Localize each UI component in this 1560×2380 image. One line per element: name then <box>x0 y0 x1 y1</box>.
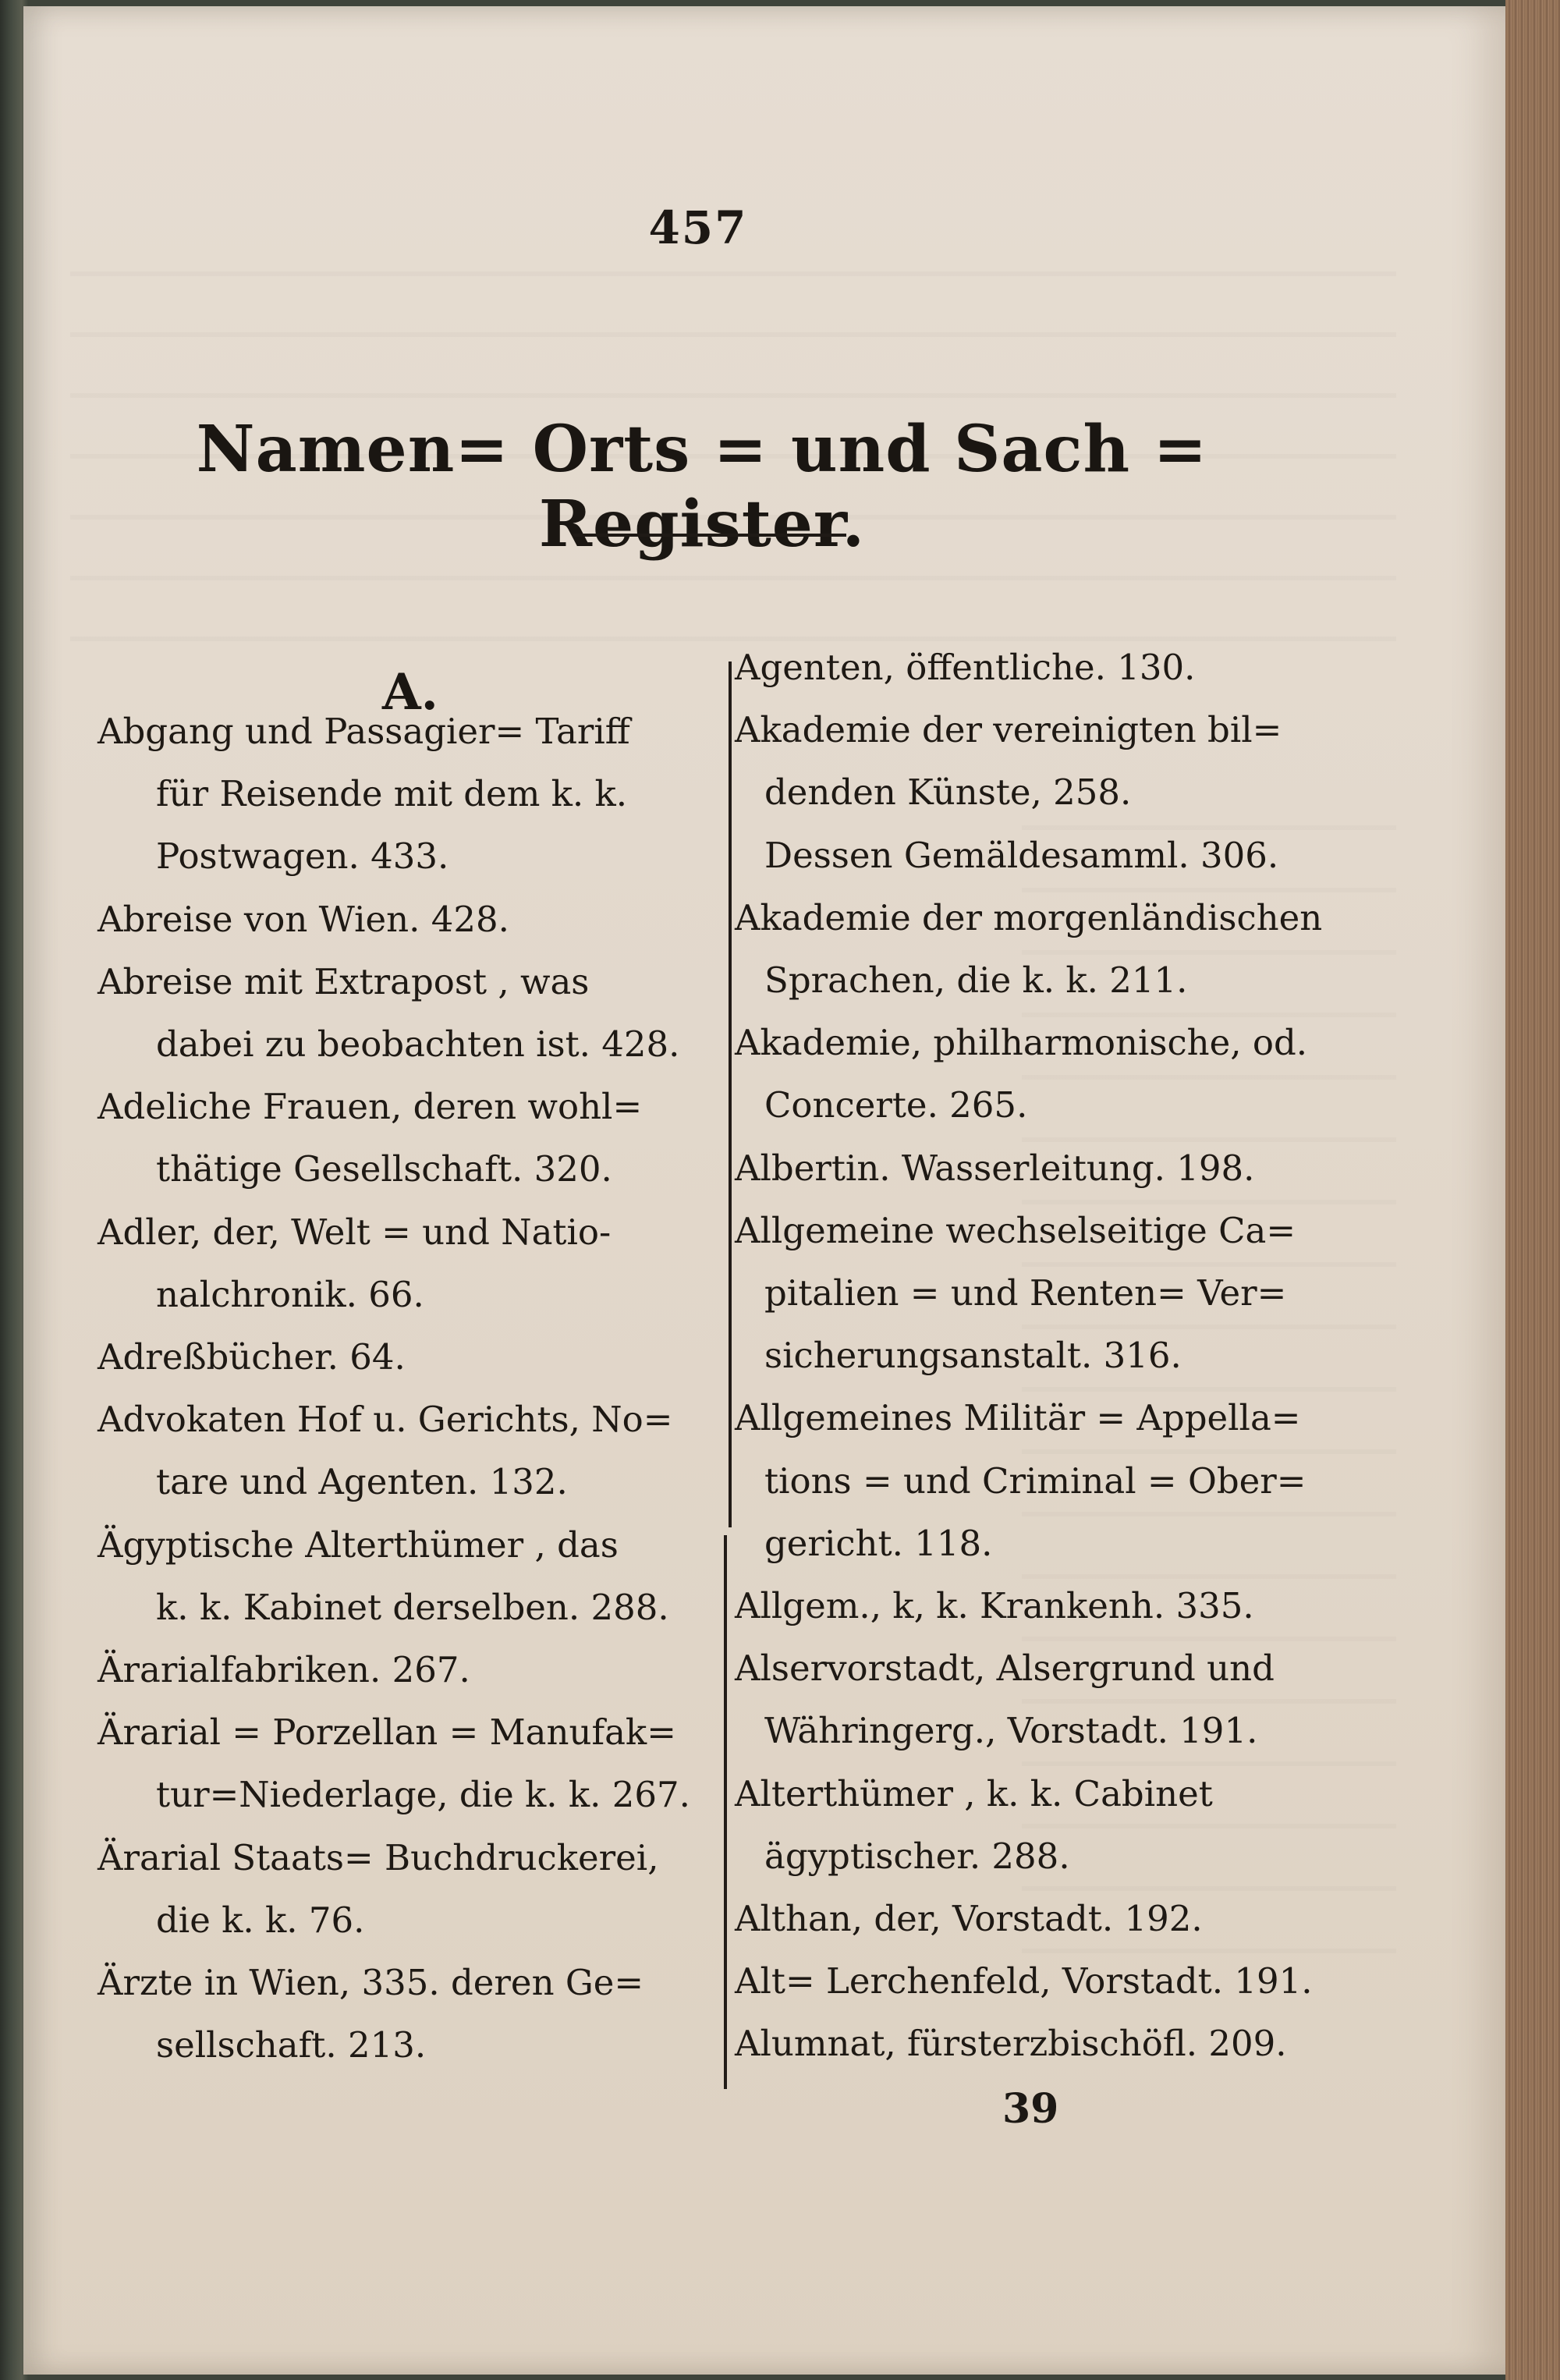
index-entry: Akademie der vereinigten bil= <box>735 709 1282 751</box>
index-entry: Adreßbücher. 64. <box>98 1336 406 1378</box>
index-entry-continuation: denden Künste, 258. <box>764 771 1132 814</box>
index-entry: Akademie, philharmonische, od. <box>735 1022 1308 1064</box>
index-entry-continuation: Währingerg., Vorstadt. 191. <box>764 1710 1258 1752</box>
heading-rule <box>573 534 846 537</box>
index-entry: Alterthümer , k. k. Cabinet <box>735 1772 1213 1814</box>
index-entry: Abgang und Passagier= Tariff <box>98 711 630 752</box>
page-edges <box>1505 0 1560 2380</box>
index-entry-continuation: tur=Niederlage, die k. k. 267. <box>156 1774 690 1816</box>
index-entry-continuation: nalchronik. 66. <box>156 1273 424 1315</box>
index-heading: Namen= Orts = und Sach = Register. <box>196 412 1208 562</box>
index-entry: Ägyptische Alterthümer , das <box>98 1523 619 1566</box>
index-entry-continuation: die k. k. 76. <box>156 1899 365 1941</box>
column-divider <box>729 662 732 1527</box>
index-entry: Ärarialfabriken. 267. <box>98 1649 470 1690</box>
index-entry: Allgem., k, k. Krankenh. 335. <box>735 1585 1254 1626</box>
index-entry-continuation: sellschaft. 213. <box>156 2024 427 2066</box>
index-entry: Alt= Lerchenfeld, Vorstadt. 191. <box>735 1960 1313 2002</box>
column-divider <box>724 1535 727 2089</box>
section-letter: A. <box>382 663 438 722</box>
index-entry: Allgemeines Militär = Appella= <box>735 1397 1301 1439</box>
index-entry: Alumnat, fürsterzbischöfl. 209. <box>735 2023 1287 2065</box>
index-entry: Advokaten Hof u. Gerichts, No= <box>98 1399 673 1441</box>
index-entry-continuation: k. k. Kabinet derselben. 288. <box>156 1586 669 1628</box>
index-entry: Abreise mit Extrapost , was <box>98 960 590 1002</box>
index-entry-continuation: Sprachen, die k. k. 211. <box>764 959 1188 1001</box>
index-entry: Albertin. Wasserleitung. 198. <box>735 1147 1255 1189</box>
index-entry-continuation: gericht. 118. <box>764 1522 993 1564</box>
index-entry: Ärarial = Porzellan = Manufak= <box>98 1711 676 1754</box>
index-entry: Agenten, öffentliche. 130. <box>735 647 1196 688</box>
index-entry-continuation: ägyptischer. 288. <box>764 1835 1070 1877</box>
signature-mark: 39 <box>1002 2085 1059 2133</box>
book-page <box>23 6 1505 2375</box>
index-entry-continuation: Postwagen. 433. <box>156 835 449 878</box>
index-entry-continuation: Dessen Gemäldesamml. 306. <box>764 834 1279 876</box>
index-entry-continuation: tions = und Criminal = Ober= <box>764 1460 1306 1502</box>
index-entry-continuation: sicherungsanstalt. 316. <box>764 1335 1182 1377</box>
index-entry: Ärzte in Wien, 335. deren Ge= <box>98 1962 644 2003</box>
index-entry-continuation: für Reisende mit dem k. k. <box>156 773 628 815</box>
index-entry-continuation: Concerte. 265. <box>764 1084 1028 1126</box>
page-number: 457 <box>648 201 748 254</box>
index-entry-continuation: dabei zu beobachten ist. 428. <box>156 1023 680 1065</box>
index-entry: Allgemeine wechselseitige Ca= <box>735 1209 1296 1251</box>
index-entry: Adler, der, Welt = und Natio- <box>98 1211 612 1253</box>
index-entry-continuation: thätige Gesellschaft. 320. <box>156 1148 612 1190</box>
index-entry-continuation: pitalien = und Renten= Ver= <box>764 1272 1287 1314</box>
index-entry: Alservorstadt, Alsergrund und <box>735 1648 1275 1690</box>
index-entry-continuation: tare und Agenten. 132. <box>156 1461 568 1503</box>
index-entry: Althan, der, Vorstadt. 192. <box>735 1898 1203 1939</box>
index-entry: Adeliche Frauen, deren wohl= <box>98 1086 643 1128</box>
index-entry: Akademie der morgenländischen <box>735 896 1323 938</box>
index-entry: Ärarial Staats= Buchdruckerei, <box>98 1836 659 1878</box>
index-entry: Abreise von Wien. 428. <box>98 898 509 940</box>
